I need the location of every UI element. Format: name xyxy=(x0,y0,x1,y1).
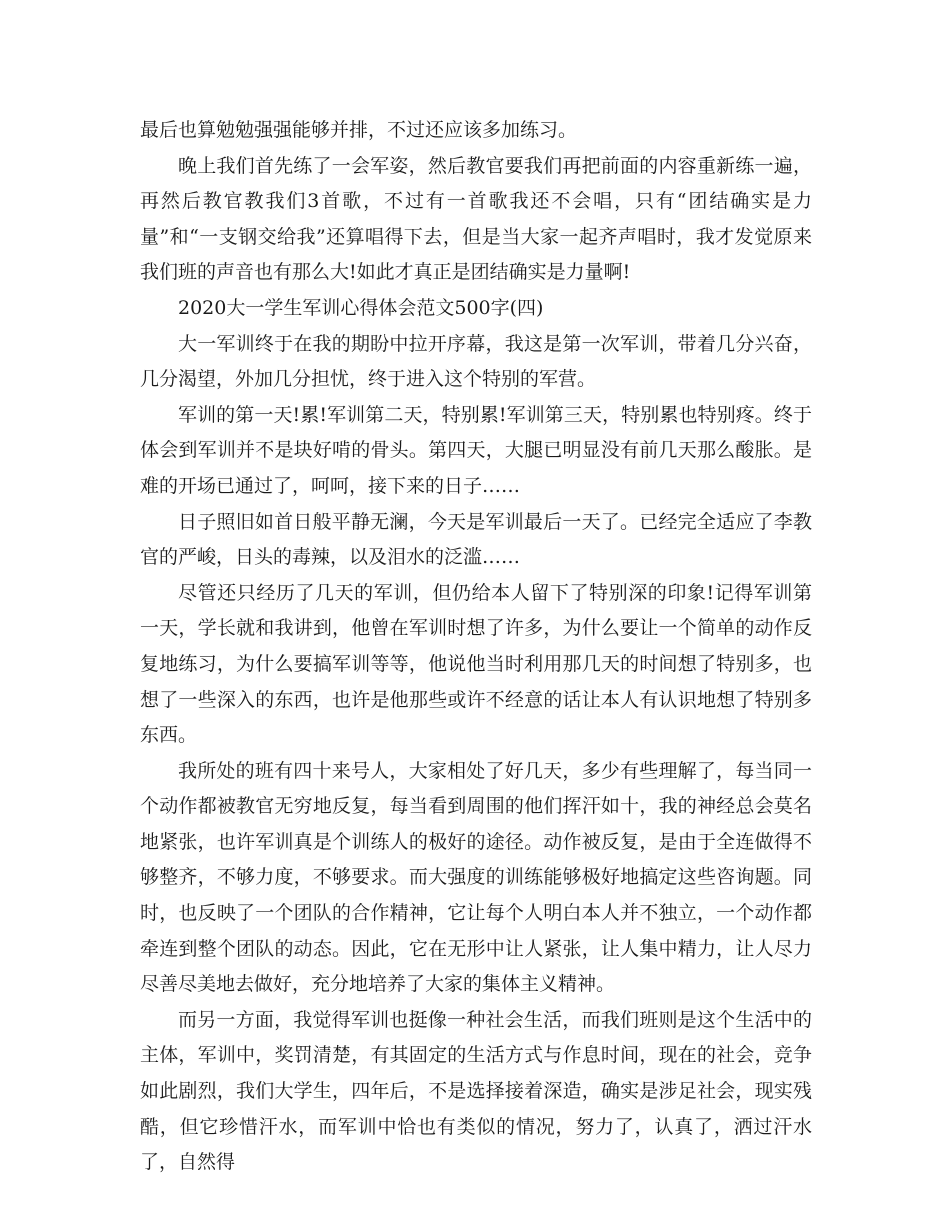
paragraph-days: 军训的第一天!累!军训第二天，特别累!军训第三天，特别累也特别疼。终于体会到军训并不是块好啃的骨头。第四天，大腿已明显没有前几天那么酸胀。是难的开场已通过了，呵呵，接下来的日子…… xyxy=(140,403,812,497)
section-heading: 2020大一学生军训心得体会范文500字(四) xyxy=(178,296,544,319)
paragraph-opening: 大一军训终于在我的期盼中拉开序幕，我这是第一次军训，带着几分兴奋，几分渴望，外加几分担忧，终于进入这个特别的军营。 xyxy=(140,332,812,391)
paragraph-impression: 尽管还只经历了几天的军训，但仍给本人留下了特别深的印象!记得军训第一天，学长就和我讲到，他曾在军训时想了许多，为什么要让一个简单的动作反复地练习，为什么要搞军训等等，他说他当时利用那几天的时间想了特别多，也想了一些深入的东西，也许是他那些或许不经意的话让本人有认识地想了特别多东西。 xyxy=(140,581,812,747)
document-body xyxy=(140,113,812,1181)
paragraph-continued: 最后也算勉勉强强能够并排，不过还应该多加练习。 xyxy=(140,119,578,141)
paragraph-evening-songs: 晚上我们首先练了一会军姿，然后教官要我们再把前面的内容重新练一遍，再然后教官教我们3首歌，不过有一首歌我还不会唱，只有“团结确实是力量”和“一支钢交给我”还算唱得下去，但是当大家一起齐声唱时，我才发觉原来我们班的声音也有那么大!如此才真正是团结确实是力量啊! xyxy=(140,154,812,284)
paragraph-society: 而另一方面，我觉得军训也挺像一种社会生活，而我们班则是这个生活中的主体，军训中，奖罚清楚，有其固定的生活方式与作息时间，现在的社会，竞争如此剧烈，我们大学生，四年后，不是选择接着深造，确实是涉足社会，现实残酷，但它珍惜汗水，而军训中恰也有类似的情况，努力了，认真了，洒过汗水了，自然得 xyxy=(140,1008,812,1174)
paragraph-class-teamwork: 我所处的班有四十来号人，大家相处了好几天，多少有些理解了，每当同一个动作都被教官无穷地反复，每当看到周围的他们挥汗如十，我的神经总会莫名地紧张，也许军训真是个训练人的极好的途径。动作被反复，是由于全连做得不够整齐，不够力度，不够要求。而大强度的训练能够极好地搞定这些咨询题。同时，也反映了一个团队的合作精神，它让每个人明白本人并不独立，一个动作都牵连到整个团队的动态。因此，它在无形中让人紧张，让人集中精力，让人尽力尽善尽美地去做好，充分地培养了大家的集体主义精神。 xyxy=(140,759,812,996)
paragraph-last-day: 日子照旧如首日般平静无澜，今天是军训最后一天了。已经完全适应了李教官的严峻，日头的毒辣，以及泪水的泛滥…… xyxy=(140,510,812,569)
